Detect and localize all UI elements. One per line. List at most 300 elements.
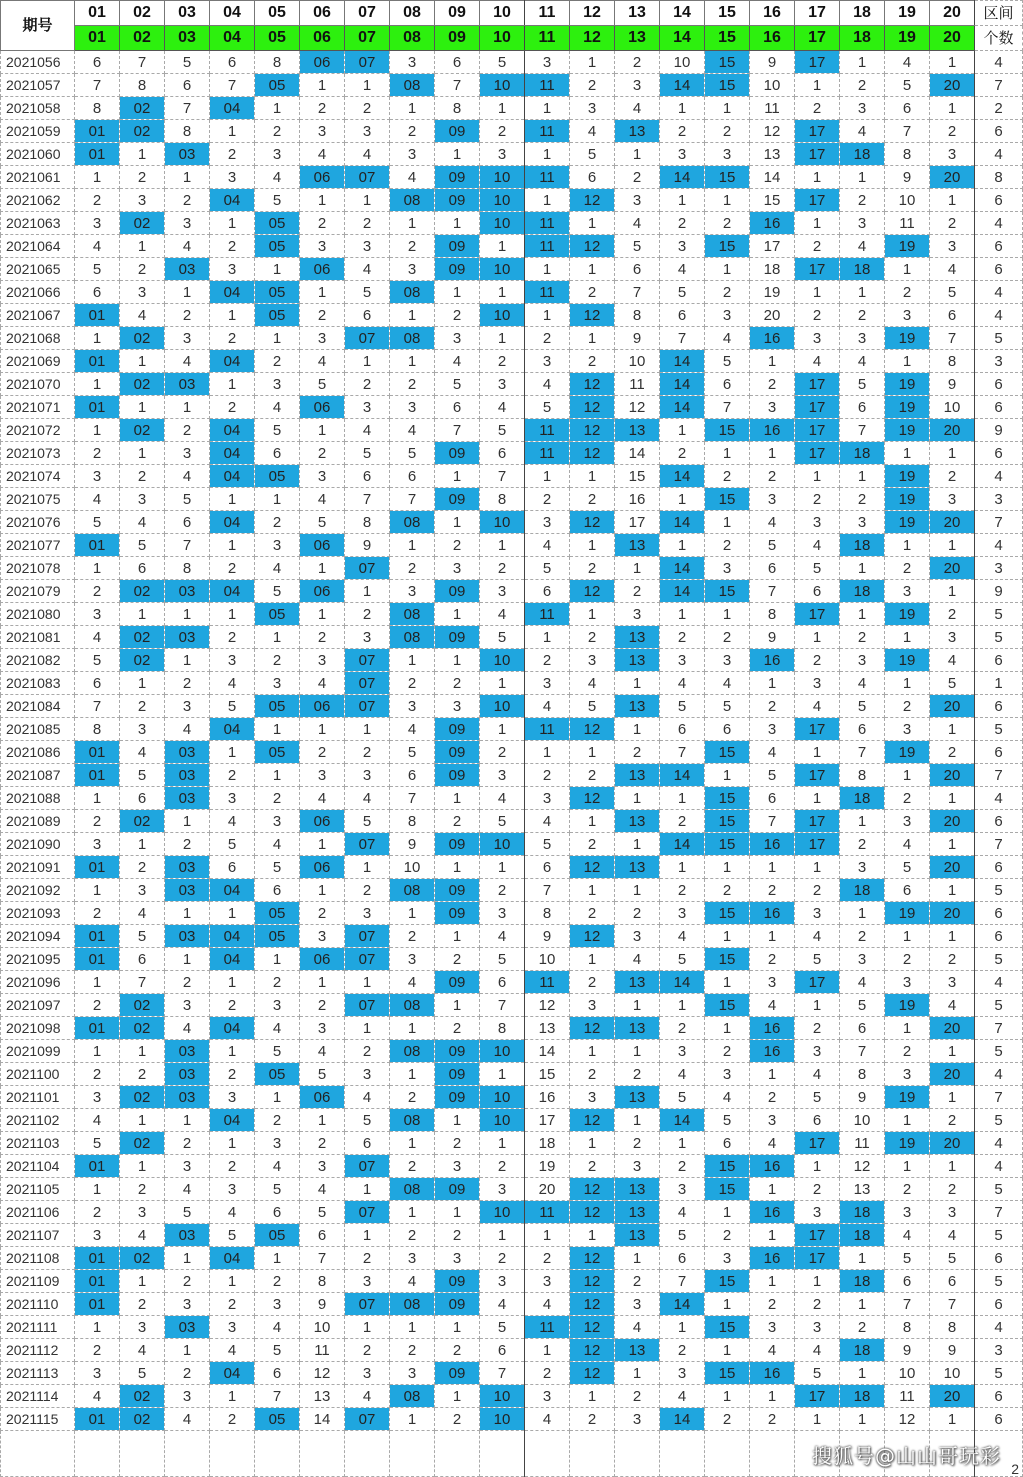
drawn-number-cell: 07 xyxy=(345,327,390,350)
drawn-number-cell: 08 xyxy=(390,511,435,534)
column-header-green: 03 xyxy=(165,26,210,51)
omission-cell: 1 xyxy=(300,603,345,626)
omission-cell: 2 xyxy=(480,557,525,580)
drawn-number-cell: 07 xyxy=(345,649,390,672)
omission-cell: 4 xyxy=(255,166,300,189)
omission-cell: 19 xyxy=(750,281,795,304)
omission-cell: 2 xyxy=(615,741,660,764)
drawn-number-cell: 08 xyxy=(390,74,435,97)
omission-cell: 1 xyxy=(390,1316,435,1339)
omission-cell: 1 xyxy=(255,1086,300,1109)
omission-cell: 14 xyxy=(615,442,660,465)
drawn-number-cell: 06 xyxy=(300,258,345,281)
table-row xyxy=(1,304,1023,327)
omission-cell: 9 xyxy=(390,833,435,856)
drawn-number-cell: 03 xyxy=(165,1040,210,1063)
drawn-number-cell: 04 xyxy=(210,419,255,442)
omission-cell: 1 xyxy=(795,1270,840,1293)
omission-cell: 2 xyxy=(120,166,165,189)
omission-cell: 1 xyxy=(750,1270,795,1293)
interval-count-cell: 6 xyxy=(975,695,1023,718)
omission-cell: 1 xyxy=(660,419,705,442)
drawn-number-cell: 17 xyxy=(795,1247,840,1270)
omission-cell: 2 xyxy=(165,1132,210,1155)
omission-cell: 6 xyxy=(615,258,660,281)
omission-cell: 1 xyxy=(390,350,435,373)
period-cell: 2021061 xyxy=(1,166,75,189)
drawn-number-cell: 15 xyxy=(705,580,750,603)
omission-cell: 5 xyxy=(480,419,525,442)
omission-cell: 3 xyxy=(255,534,300,557)
omission-cell: 1 xyxy=(795,166,840,189)
omission-cell: 1 xyxy=(705,856,750,879)
interval-count-cell: 5 xyxy=(975,1109,1023,1132)
omission-cell: 5 xyxy=(795,557,840,580)
omission-cell: 1 xyxy=(615,143,660,166)
period-cell: 2021090 xyxy=(1,833,75,856)
omission-cell: 2 xyxy=(885,695,930,718)
column-header: 06 xyxy=(300,1,345,26)
omission-cell: 1 xyxy=(705,1201,750,1224)
drawn-number-cell: 06 xyxy=(300,580,345,603)
omission-cell: 5 xyxy=(480,626,525,649)
omission-cell: 3 xyxy=(705,1063,750,1086)
column-header-green: 19 xyxy=(885,26,930,51)
table-row xyxy=(1,1224,1023,1247)
omission-cell: 1 xyxy=(480,281,525,304)
table-row xyxy=(1,741,1023,764)
column-header: 05 xyxy=(255,1,300,26)
omission-cell: 3 xyxy=(255,373,300,396)
drawn-number-cell: 12 xyxy=(570,1017,615,1040)
omission-cell: 10 xyxy=(525,948,570,971)
omission-cell: 6 xyxy=(300,1224,345,1247)
omission-cell: 6 xyxy=(345,1132,390,1155)
omission-cell: 2 xyxy=(705,1408,750,1431)
omission-cell: 4 xyxy=(165,718,210,741)
omission-cell: 1 xyxy=(795,741,840,764)
drawn-number-cell: 15 xyxy=(705,419,750,442)
omission-cell: 5 xyxy=(930,281,975,304)
omission-cell: 13 xyxy=(300,1385,345,1408)
omission-cell: 3 xyxy=(885,1201,930,1224)
drawn-number-cell: 03 xyxy=(165,258,210,281)
omission-cell: 1 xyxy=(210,304,255,327)
omission-cell: 4 xyxy=(525,695,570,718)
omission-cell: 5 xyxy=(255,1339,300,1362)
drawn-number-cell: 12 xyxy=(570,235,615,258)
drawn-number-cell: 18 xyxy=(840,258,885,281)
drawn-number-cell: 08 xyxy=(390,189,435,212)
drawn-number-cell: 14 xyxy=(660,396,705,419)
drawn-number-cell: 01 xyxy=(75,1247,120,1270)
omission-cell: 2 xyxy=(300,304,345,327)
table-row xyxy=(1,1247,1023,1270)
table-row xyxy=(1,787,1023,810)
omission-cell: 4 xyxy=(525,810,570,833)
column-header-green: 18 xyxy=(840,26,885,51)
drawn-number-cell: 12 xyxy=(570,419,615,442)
omission-cell: 13 xyxy=(840,1178,885,1201)
omission-cell: 8 xyxy=(165,120,210,143)
drawn-number-cell: 02 xyxy=(120,580,165,603)
drawn-number-cell: 12 xyxy=(570,1270,615,1293)
omission-cell: 3 xyxy=(795,511,840,534)
drawn-number-cell: 10 xyxy=(480,212,525,235)
period-cell: 2021097 xyxy=(1,994,75,1017)
drawn-number-cell: 14 xyxy=(660,833,705,856)
omission-cell: 3 xyxy=(120,281,165,304)
omission-cell: 1 xyxy=(750,856,795,879)
drawn-number-cell: 03 xyxy=(165,879,210,902)
omission-cell: 3 xyxy=(615,189,660,212)
omission-cell: 6 xyxy=(705,373,750,396)
period-cell: 2021104 xyxy=(1,1155,75,1178)
omission-cell: 1 xyxy=(120,143,165,166)
omission-cell: 3 xyxy=(660,235,705,258)
omission-cell: 3 xyxy=(480,373,525,396)
omission-cell: 2 xyxy=(210,396,255,419)
column-header-green: 15 xyxy=(705,26,750,51)
omission-cell: 6 xyxy=(255,879,300,902)
table-row xyxy=(1,373,1023,396)
omission-cell: 5 xyxy=(750,534,795,557)
omission-cell: 4 xyxy=(660,672,705,695)
interval-count-cell: 4 xyxy=(975,304,1023,327)
interval-count-cell: 2 xyxy=(975,97,1023,120)
omission-cell: 2 xyxy=(210,235,255,258)
omission-cell: 3 xyxy=(840,649,885,672)
omission-cell: 2 xyxy=(795,879,840,902)
drawn-number-cell: 07 xyxy=(345,1155,390,1178)
omission-cell: 12 xyxy=(750,120,795,143)
omission-cell: 2 xyxy=(120,1293,165,1316)
drawn-number-cell: 01 xyxy=(75,948,120,971)
drawn-number-cell: 09 xyxy=(435,902,480,925)
omission-cell: 3 xyxy=(885,718,930,741)
drawn-number-cell: 14 xyxy=(660,166,705,189)
drawn-number-cell: 12 xyxy=(570,1109,615,1132)
drawn-number-cell: 02 xyxy=(120,1132,165,1155)
omission-cell: 1 xyxy=(480,1132,525,1155)
omission-cell: 4 xyxy=(840,235,885,258)
drawn-number-cell: 04 xyxy=(210,718,255,741)
omission-cell: 5 xyxy=(345,442,390,465)
drawn-number-cell: 05 xyxy=(255,695,300,718)
column-header-green: 13 xyxy=(615,26,660,51)
drawn-number-cell: 15 xyxy=(705,948,750,971)
drawn-number-cell: 02 xyxy=(120,212,165,235)
omission-cell: 1 xyxy=(210,902,255,925)
period-cell: 2021072 xyxy=(1,419,75,442)
omission-cell: 4 xyxy=(390,419,435,442)
omission-cell: 1 xyxy=(480,856,525,879)
omission-cell: 2 xyxy=(885,787,930,810)
omission-cell: 3 xyxy=(795,672,840,695)
drawn-number-cell: 18 xyxy=(840,1385,885,1408)
omission-cell: 1 xyxy=(210,212,255,235)
omission-cell: 5 xyxy=(840,994,885,1017)
omission-cell: 7 xyxy=(120,51,165,74)
omission-cell: 6 xyxy=(480,1339,525,1362)
drawn-number-cell: 11 xyxy=(525,120,570,143)
omission-cell: 2 xyxy=(345,373,390,396)
omission-cell: 3 xyxy=(345,764,390,787)
omission-cell: 2 xyxy=(795,97,840,120)
drawn-number-cell: 19 xyxy=(885,511,930,534)
period-cell: 2021109 xyxy=(1,1270,75,1293)
omission-cell: 1 xyxy=(840,1408,885,1431)
omission-cell: 1 xyxy=(120,442,165,465)
drawn-number-cell: 18 xyxy=(840,879,885,902)
omission-cell: 3 xyxy=(525,1385,570,1408)
omission-cell: 1 xyxy=(525,304,570,327)
omission-cell: 1 xyxy=(840,465,885,488)
omission-cell: 5 xyxy=(345,810,390,833)
omission-cell: 6 xyxy=(210,51,255,74)
omission-cell: 12 xyxy=(840,1155,885,1178)
omission-cell: 1 xyxy=(210,603,255,626)
blank-cell xyxy=(75,1431,120,1477)
interval-count-cell: 5 xyxy=(975,948,1023,971)
omission-cell: 3 xyxy=(795,1316,840,1339)
omission-cell: 4 xyxy=(750,511,795,534)
drawn-number-cell: 03 xyxy=(165,626,210,649)
omission-cell: 2 xyxy=(885,948,930,971)
omission-cell: 1 xyxy=(570,879,615,902)
omission-cell: 2 xyxy=(390,373,435,396)
drawn-number-cell: 20 xyxy=(930,1132,975,1155)
omission-cell: 2 xyxy=(345,1040,390,1063)
omission-cell: 8 xyxy=(525,902,570,925)
omission-cell: 1 xyxy=(210,971,255,994)
omission-cell: 2 xyxy=(300,626,345,649)
omission-cell: 2 xyxy=(300,442,345,465)
period-cell: 2021106 xyxy=(1,1201,75,1224)
omission-cell: 2 xyxy=(615,166,660,189)
interval-count-cell: 7 xyxy=(975,764,1023,787)
omission-cell: 8 xyxy=(165,557,210,580)
omission-cell: 1 xyxy=(615,994,660,1017)
omission-cell: 2 xyxy=(345,212,390,235)
drawn-number-cell: 09 xyxy=(435,1040,480,1063)
omission-cell: 3 xyxy=(750,396,795,419)
interval-count-cell: 6 xyxy=(975,649,1023,672)
drawn-number-cell: 19 xyxy=(885,741,930,764)
period-cell: 2021069 xyxy=(1,350,75,373)
omission-cell: 1 xyxy=(570,603,615,626)
drawn-number-cell: 01 xyxy=(75,856,120,879)
omission-cell: 1 xyxy=(840,1247,885,1270)
period-cell: 2021057 xyxy=(1,74,75,97)
omission-cell: 5 xyxy=(345,1109,390,1132)
omission-cell: 16 xyxy=(525,1086,570,1109)
column-header: 08 xyxy=(390,1,435,26)
drawn-number-cell: 14 xyxy=(660,1293,705,1316)
omission-cell: 16 xyxy=(615,488,660,511)
drawn-number-cell: 07 xyxy=(345,994,390,1017)
drawn-number-cell: 05 xyxy=(255,235,300,258)
interval-count-cell: 4 xyxy=(975,51,1023,74)
interval-count-cell: 5 xyxy=(975,1178,1023,1201)
interval-count-cell: 4 xyxy=(975,143,1023,166)
omission-cell: 1 xyxy=(615,718,660,741)
omission-cell: 4 xyxy=(525,373,570,396)
drawn-number-cell: 02 xyxy=(120,626,165,649)
omission-cell: 10 xyxy=(660,51,705,74)
omission-cell: 2 xyxy=(570,833,615,856)
drawn-number-cell: 12 xyxy=(570,189,615,212)
omission-cell: 1 xyxy=(705,971,750,994)
drawn-number-cell: 05 xyxy=(255,1224,300,1247)
interval-count-cell: 6 xyxy=(975,1408,1023,1431)
omission-cell: 3 xyxy=(435,1155,480,1178)
omission-cell: 1 xyxy=(120,1270,165,1293)
omission-cell: 1 xyxy=(165,603,210,626)
interval-count-cell: 4 xyxy=(975,1316,1023,1339)
omission-cell: 1 xyxy=(705,511,750,534)
omission-cell: 4 xyxy=(300,143,345,166)
omission-cell: 1 xyxy=(435,994,480,1017)
omission-cell: 1 xyxy=(345,856,390,879)
period-cell: 2021108 xyxy=(1,1247,75,1270)
omission-cell: 1 xyxy=(750,672,795,695)
table-row xyxy=(1,350,1023,373)
omission-cell: 1 xyxy=(570,212,615,235)
omission-cell: 2 xyxy=(705,626,750,649)
omission-cell: 4 xyxy=(300,1178,345,1201)
omission-cell: 4 xyxy=(795,695,840,718)
omission-cell: 2 xyxy=(660,810,705,833)
omission-cell: 3 xyxy=(570,1086,615,1109)
drawn-number-cell: 01 xyxy=(75,925,120,948)
omission-cell: 3 xyxy=(390,51,435,74)
drawn-number-cell: 05 xyxy=(255,925,300,948)
drawn-number-cell: 10 xyxy=(480,1385,525,1408)
omission-cell: 3 xyxy=(300,120,345,143)
omission-cell: 3 xyxy=(390,258,435,281)
omission-cell: 2 xyxy=(345,879,390,902)
omission-cell: 3 xyxy=(390,396,435,419)
interval-count-cell: 5 xyxy=(975,1224,1023,1247)
omission-cell: 6 xyxy=(75,672,120,695)
omission-cell: 6 xyxy=(525,580,570,603)
drawn-number-cell: 02 xyxy=(120,373,165,396)
drawn-number-cell: 13 xyxy=(615,971,660,994)
period-cell: 2021056 xyxy=(1,51,75,74)
drawn-number-cell: 17 xyxy=(795,442,840,465)
omission-cell: 1 xyxy=(795,626,840,649)
omission-cell: 5 xyxy=(120,1362,165,1385)
drawn-number-cell: 06 xyxy=(300,948,345,971)
omission-cell: 2 xyxy=(750,1293,795,1316)
omission-cell: 5 xyxy=(75,1132,120,1155)
omission-cell: 2 xyxy=(435,1017,480,1040)
omission-cell: 1 xyxy=(570,810,615,833)
omission-cell: 17 xyxy=(525,1109,570,1132)
omission-cell: 1 xyxy=(525,1339,570,1362)
table-row xyxy=(1,189,1023,212)
omission-cell: 1 xyxy=(390,649,435,672)
omission-cell: 1 xyxy=(300,833,345,856)
drawn-number-cell: 04 xyxy=(210,580,255,603)
omission-cell: 4 xyxy=(795,925,840,948)
omission-cell: 2 xyxy=(345,603,390,626)
drawn-number-cell: 05 xyxy=(255,1063,300,1086)
drawn-number-cell: 04 xyxy=(210,948,255,971)
omission-cell: 6 xyxy=(165,511,210,534)
omission-cell: 2 xyxy=(480,120,525,143)
omission-cell: 1 xyxy=(255,258,300,281)
interval-count-cell: 6 xyxy=(975,189,1023,212)
omission-cell: 5 xyxy=(885,1247,930,1270)
omission-cell: 7 xyxy=(525,879,570,902)
omission-cell: 1 xyxy=(255,948,300,971)
omission-cell: 5 xyxy=(345,281,390,304)
period-cell: 2021099 xyxy=(1,1040,75,1063)
omission-cell: 4 xyxy=(885,1224,930,1247)
blank-cell xyxy=(345,1431,390,1477)
drawn-number-cell: 03 xyxy=(165,1086,210,1109)
omission-cell: 3 xyxy=(120,718,165,741)
drawn-number-cell: 11 xyxy=(525,1316,570,1339)
omission-cell: 5 xyxy=(255,580,300,603)
omission-cell: 4 xyxy=(705,1086,750,1109)
drawn-number-cell: 08 xyxy=(390,1385,435,1408)
drawn-number-cell: 03 xyxy=(165,741,210,764)
omission-cell: 4 xyxy=(480,787,525,810)
blank-cell xyxy=(480,1431,525,1477)
omission-cell: 1 xyxy=(75,1040,120,1063)
omission-cell: 1 xyxy=(930,1155,975,1178)
omission-cell: 1 xyxy=(75,419,120,442)
omission-cell: 2 xyxy=(300,902,345,925)
drawn-number-cell: 12 xyxy=(570,925,615,948)
omission-cell: 4 xyxy=(570,120,615,143)
omission-cell: 6 xyxy=(840,718,885,741)
interval-count-cell: 5 xyxy=(975,718,1023,741)
omission-cell: 1 xyxy=(210,534,255,557)
omission-cell: 6 xyxy=(930,304,975,327)
omission-cell: 1 xyxy=(840,1362,885,1385)
drawn-number-cell: 11 xyxy=(525,281,570,304)
drawn-number-cell: 12 xyxy=(570,373,615,396)
omission-cell: 2 xyxy=(930,212,975,235)
period-cell: 2021077 xyxy=(1,534,75,557)
drawn-number-cell: 14 xyxy=(660,350,705,373)
omission-cell: 5 xyxy=(660,948,705,971)
omission-cell: 2 xyxy=(750,879,795,902)
omission-cell: 3 xyxy=(840,97,885,120)
omission-cell: 4 xyxy=(480,396,525,419)
omission-cell: 3 xyxy=(165,1293,210,1316)
omission-cell: 2 xyxy=(435,304,480,327)
drawn-number-cell: 03 xyxy=(165,856,210,879)
drawn-number-cell: 01 xyxy=(75,741,120,764)
omission-cell: 1 xyxy=(795,465,840,488)
drawn-number-cell: 19 xyxy=(885,649,930,672)
omission-cell: 1 xyxy=(255,488,300,511)
omission-cell: 1 xyxy=(390,1132,435,1155)
table-row xyxy=(1,948,1023,971)
omission-cell: 1 xyxy=(570,948,615,971)
omission-cell: 15 xyxy=(615,465,660,488)
drawn-number-cell: 16 xyxy=(750,1201,795,1224)
drawn-number-cell: 04 xyxy=(210,879,255,902)
omission-cell: 3 xyxy=(615,1293,660,1316)
drawn-number-cell: 01 xyxy=(75,143,120,166)
omission-cell: 2 xyxy=(795,235,840,258)
